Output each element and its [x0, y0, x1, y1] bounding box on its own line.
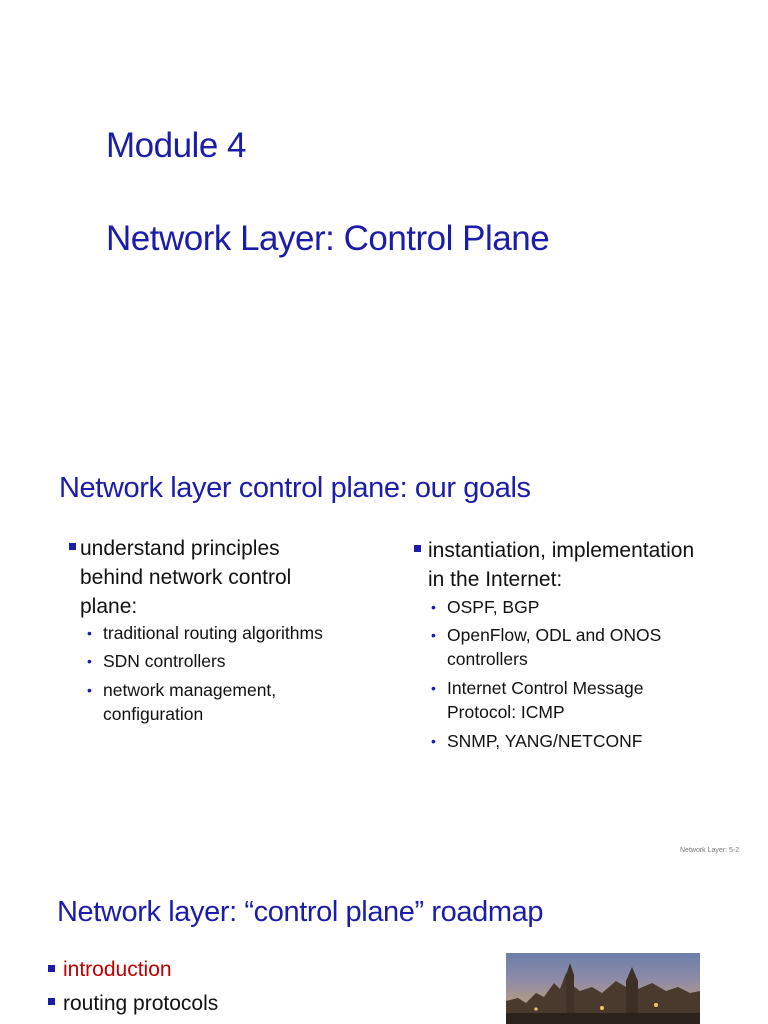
list-item: • traditional routing algorithms — [87, 623, 323, 643]
round-bullet-icon: • — [431, 599, 436, 615]
list-item: • Internet Control Message Protocol: ICMP — [431, 678, 644, 722]
round-bullet-icon: • — [87, 682, 92, 698]
round-bullet-icon: • — [87, 653, 92, 669]
roadmap-item-routing-protocols: routing protocols — [63, 992, 219, 1015]
round-bullet-icon: • — [431, 627, 436, 643]
city-photo — [506, 953, 700, 1024]
left-bullet-line: plane: — [80, 595, 138, 618]
module-title: Module 4 — [106, 126, 246, 165]
left-bullet-line: behind network control — [80, 566, 292, 589]
round-bullet-icon: • — [431, 733, 436, 749]
left-bullet-line: understand principles — [80, 537, 280, 560]
goals-slide-title: Network layer control plane: our goals — [59, 472, 531, 504]
right-bullet-line: in the Internet: — [428, 568, 563, 591]
square-bullet-icon — [48, 965, 55, 972]
list-item: • SNMP, YANG/NETCONF — [431, 731, 643, 751]
list-item: • OpenFlow, ODL and ONOS controllers — [431, 625, 662, 669]
right-bullet-line: instantiation, implementation — [428, 539, 695, 562]
list-item: • SDN controllers — [87, 651, 226, 671]
roadmap-item-introduction: introduction — [63, 958, 172, 981]
square-bullet-icon — [414, 545, 421, 552]
round-bullet-icon: • — [431, 680, 436, 696]
square-bullet-icon — [48, 998, 55, 1005]
roadmap-slide-title: Network layer: “control plane” roadmap — [57, 896, 544, 928]
list-item: • network management, configuration — [87, 680, 277, 724]
square-bullet-icon — [69, 543, 76, 550]
round-bullet-icon: • — [87, 625, 92, 641]
slide-footer: Network Layer: 5-2 — [680, 847, 740, 854]
list-item: • OSPF, BGP — [431, 597, 540, 617]
module-subtitle: Network Layer: Control Plane — [106, 219, 550, 258]
city-skyline-image — [506, 953, 700, 1024]
